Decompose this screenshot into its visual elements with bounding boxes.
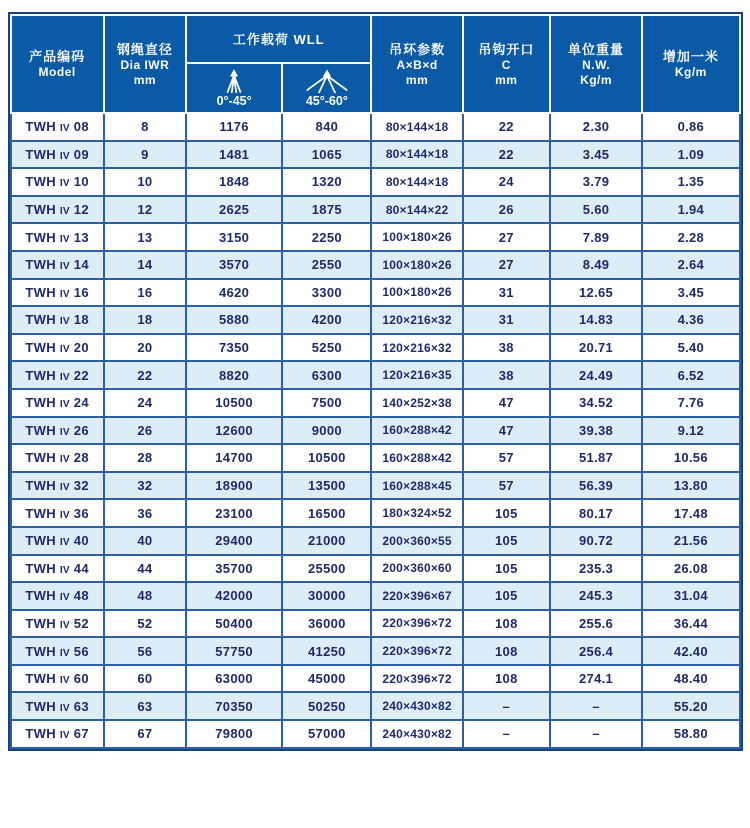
cell-hook-opening: 22 bbox=[463, 113, 550, 141]
cell-ring-dims: 80×144×18 bbox=[371, 141, 462, 169]
header-model-en: Model bbox=[38, 65, 76, 79]
cell-extra-meter: 3.45 bbox=[642, 279, 739, 307]
header-hook-zh: 吊钩开口 bbox=[478, 41, 535, 57]
cell-ring-dims: 200×360×55 bbox=[371, 527, 462, 555]
cell-wll-0-45: 2625 bbox=[186, 196, 282, 224]
cell-extra-meter: 5.40 bbox=[642, 334, 739, 362]
specification-table bbox=[10, 14, 741, 749]
cell-unit-weight: 274.1 bbox=[550, 665, 642, 693]
cell-wll-0-45: 10500 bbox=[186, 389, 282, 417]
cell-model: TWH IV 28 bbox=[11, 444, 104, 472]
cell-dia: 16 bbox=[104, 279, 186, 307]
cell-hook-opening: 57 bbox=[463, 472, 550, 500]
cell-model: TWH IV 44 bbox=[11, 555, 104, 583]
cell-ring-dims: 220×396×67 bbox=[371, 582, 462, 610]
cell-hook-opening: 105 bbox=[463, 499, 550, 527]
header-extra-en: Kg/m bbox=[674, 65, 707, 79]
cell-model: TWH IV 08 bbox=[11, 113, 104, 141]
cell-extra-meter: 7.76 bbox=[642, 389, 739, 417]
header-weight-unit: Kg/m bbox=[580, 72, 613, 87]
table-row bbox=[11, 223, 740, 251]
cell-unit-weight: 5.60 bbox=[550, 196, 642, 224]
cell-wll-45-60: 1320 bbox=[282, 168, 371, 196]
cell-unit-weight: 2.30 bbox=[550, 113, 642, 141]
header-weight-en: N.W. bbox=[582, 57, 611, 72]
header-wll-title: 工作载荷 WLL bbox=[232, 31, 325, 47]
cell-hook-opening: 108 bbox=[463, 637, 550, 665]
cell-wll-0-45: 14700 bbox=[186, 444, 282, 472]
cell-unit-weight: 245.3 bbox=[550, 582, 642, 610]
cell-wll-0-45: 1481 bbox=[186, 141, 282, 169]
cell-dia: 14 bbox=[104, 251, 186, 279]
cell-wll-0-45: 12600 bbox=[186, 417, 282, 445]
cell-wll-45-60: 840 bbox=[282, 113, 371, 141]
table-row bbox=[11, 417, 740, 445]
table-row bbox=[11, 720, 740, 748]
cell-wll-45-60: 50250 bbox=[282, 692, 371, 720]
cell-dia: 10 bbox=[104, 168, 186, 196]
cell-wll-45-60: 36000 bbox=[282, 610, 371, 638]
cell-hook-opening: 108 bbox=[463, 665, 550, 693]
cell-dia: 67 bbox=[104, 720, 186, 748]
cell-dia: 13 bbox=[104, 223, 186, 251]
cell-model: TWH IV 22 bbox=[11, 361, 104, 389]
cell-unit-weight: – bbox=[550, 720, 642, 748]
cell-extra-meter: 4.36 bbox=[642, 306, 739, 334]
cell-ring-dims: 220×396×72 bbox=[371, 610, 462, 638]
cell-model: TWH IV 67 bbox=[11, 720, 104, 748]
cell-ring-dims: 200×360×60 bbox=[371, 555, 462, 583]
cell-dia: 48 bbox=[104, 582, 186, 610]
cell-extra-meter: 2.28 bbox=[642, 223, 739, 251]
cell-hook-opening: 105 bbox=[463, 555, 550, 583]
cell-ring-dims: 80×144×18 bbox=[371, 168, 462, 196]
cell-hook-opening: 105 bbox=[463, 582, 550, 610]
cell-wll-0-45: 3150 bbox=[186, 223, 282, 251]
cell-unit-weight: 80.17 bbox=[550, 499, 642, 527]
header-ring-en: A×B×d bbox=[396, 57, 438, 72]
cell-wll-0-45: 79800 bbox=[186, 720, 282, 748]
cell-hook-opening: 22 bbox=[463, 141, 550, 169]
cell-extra-meter: 2.64 bbox=[642, 251, 739, 279]
cell-wll-0-45: 70350 bbox=[186, 692, 282, 720]
header-weight-zh: 单位重量 bbox=[568, 41, 625, 57]
cell-hook-opening: – bbox=[463, 692, 550, 720]
cell-dia: 28 bbox=[104, 444, 186, 472]
cell-model: TWH IV 36 bbox=[11, 499, 104, 527]
cell-wll-45-60: 25500 bbox=[282, 555, 371, 583]
cell-model: TWH IV 12 bbox=[11, 196, 104, 224]
cell-wll-45-60: 57000 bbox=[282, 720, 371, 748]
table-row bbox=[11, 279, 740, 307]
cell-wll-45-60: 4200 bbox=[282, 306, 371, 334]
cell-wll-0-45: 23100 bbox=[186, 499, 282, 527]
cell-ring-dims: 160×288×45 bbox=[371, 472, 462, 500]
cell-ring-dims: 80×144×18 bbox=[371, 113, 462, 141]
cell-hook-opening: 47 bbox=[463, 417, 550, 445]
header-hook-opening bbox=[463, 15, 550, 113]
cell-model: TWH IV 40 bbox=[11, 527, 104, 555]
header-dia bbox=[104, 15, 186, 113]
header-unit-weight bbox=[550, 15, 642, 113]
cell-dia: 60 bbox=[104, 665, 186, 693]
cell-model: TWH IV 18 bbox=[11, 306, 104, 334]
table-row bbox=[11, 665, 740, 693]
cell-wll-0-45: 8820 bbox=[186, 361, 282, 389]
cell-extra-meter: 36.44 bbox=[642, 610, 739, 638]
cell-unit-weight: 235.3 bbox=[550, 555, 642, 583]
cell-ring-dims: 80×144×22 bbox=[371, 196, 462, 224]
cell-extra-meter: 48.40 bbox=[642, 665, 739, 693]
cell-unit-weight: 51.87 bbox=[550, 444, 642, 472]
cell-wll-45-60: 5250 bbox=[282, 334, 371, 362]
cell-dia: 8 bbox=[104, 113, 186, 141]
header-dia-en: Dia IWR bbox=[120, 57, 170, 72]
cell-ring-dims: 100×180×26 bbox=[371, 279, 462, 307]
cell-extra-meter: 42.40 bbox=[642, 637, 739, 665]
cell-ring-dims: 120×216×32 bbox=[371, 306, 462, 334]
table-row bbox=[11, 168, 740, 196]
wll-angle-label-narrow: 0°-45° bbox=[216, 94, 252, 108]
cell-wll-45-60: 13500 bbox=[282, 472, 371, 500]
cell-extra-meter: 10.56 bbox=[642, 444, 739, 472]
cell-wll-0-45: 42000 bbox=[186, 582, 282, 610]
cell-wll-45-60: 2550 bbox=[282, 251, 371, 279]
cell-wll-45-60: 45000 bbox=[282, 665, 371, 693]
cell-dia: 9 bbox=[104, 141, 186, 169]
cell-unit-weight: 12.65 bbox=[550, 279, 642, 307]
header-hook-unit: mm bbox=[495, 72, 518, 87]
cell-dia: 20 bbox=[104, 334, 186, 362]
table-body bbox=[11, 113, 740, 748]
cell-wll-45-60: 1875 bbox=[282, 196, 371, 224]
cell-extra-meter: 0.86 bbox=[642, 113, 739, 141]
cell-extra-meter: 31.04 bbox=[642, 582, 739, 610]
table-row bbox=[11, 141, 740, 169]
cell-extra-meter: 9.12 bbox=[642, 417, 739, 445]
cell-wll-45-60: 30000 bbox=[282, 582, 371, 610]
header-dia-zh: 钢绳直径 bbox=[116, 41, 173, 57]
cell-wll-45-60: 10500 bbox=[282, 444, 371, 472]
cell-wll-45-60: 16500 bbox=[282, 499, 371, 527]
cell-dia: 22 bbox=[104, 361, 186, 389]
cell-extra-meter: 13.80 bbox=[642, 472, 739, 500]
cell-hook-opening: 27 bbox=[463, 251, 550, 279]
cell-hook-opening: 27 bbox=[463, 223, 550, 251]
cell-model: TWH IV 48 bbox=[11, 582, 104, 610]
cell-model: TWH IV 32 bbox=[11, 472, 104, 500]
cell-ring-dims: 220×396×72 bbox=[371, 665, 462, 693]
cell-wll-0-45: 7350 bbox=[186, 334, 282, 362]
table-row bbox=[11, 582, 740, 610]
table-row bbox=[11, 113, 740, 141]
cell-hook-opening: 26 bbox=[463, 196, 550, 224]
header-extra-meter bbox=[642, 15, 739, 113]
cell-ring-dims: 100×180×26 bbox=[371, 251, 462, 279]
cell-ring-dims: 160×288×42 bbox=[371, 444, 462, 472]
cell-unit-weight: 14.83 bbox=[550, 306, 642, 334]
cell-hook-opening: – bbox=[463, 720, 550, 748]
cell-ring-dims: 120×216×32 bbox=[371, 334, 462, 362]
table-row bbox=[11, 196, 740, 224]
cell-ring-dims: 120×216×35 bbox=[371, 361, 462, 389]
cell-ring-dims: 220×396×72 bbox=[371, 637, 462, 665]
cell-dia: 24 bbox=[104, 389, 186, 417]
table-row bbox=[11, 637, 740, 665]
cell-extra-meter: 1.35 bbox=[642, 168, 739, 196]
wll-angle-label-wide: 45°-60° bbox=[305, 94, 348, 108]
cell-dia: 63 bbox=[104, 692, 186, 720]
cell-model: TWH IV 60 bbox=[11, 665, 104, 693]
cell-wll-45-60: 1065 bbox=[282, 141, 371, 169]
cell-model: TWH IV 09 bbox=[11, 141, 104, 169]
cell-model: TWH IV 14 bbox=[11, 251, 104, 279]
cell-dia: 44 bbox=[104, 555, 186, 583]
cell-extra-meter: 55.20 bbox=[642, 692, 739, 720]
cell-ring-dims: 140×252×38 bbox=[371, 389, 462, 417]
cell-unit-weight: 255.6 bbox=[550, 610, 642, 638]
table-row bbox=[11, 692, 740, 720]
cell-model: TWH IV 16 bbox=[11, 279, 104, 307]
cell-unit-weight: 256.4 bbox=[550, 637, 642, 665]
header-ring-params bbox=[371, 15, 462, 113]
cell-extra-meter: 17.48 bbox=[642, 499, 739, 527]
cell-extra-meter: 1.94 bbox=[642, 196, 739, 224]
cell-hook-opening: 31 bbox=[463, 279, 550, 307]
cell-unit-weight: 3.45 bbox=[550, 141, 642, 169]
header-model-zh: 产品编码 bbox=[29, 49, 86, 64]
sling-angle-narrow-icon bbox=[187, 69, 281, 93]
table-row bbox=[11, 334, 740, 362]
table-row bbox=[11, 472, 740, 500]
cell-unit-weight: 24.49 bbox=[550, 361, 642, 389]
cell-unit-weight: 90.72 bbox=[550, 527, 642, 555]
cell-wll-0-45: 29400 bbox=[186, 527, 282, 555]
specification-table-container bbox=[8, 12, 743, 751]
cell-wll-0-45: 57750 bbox=[186, 637, 282, 665]
table-header bbox=[11, 15, 740, 113]
cell-wll-0-45: 63000 bbox=[186, 665, 282, 693]
cell-wll-0-45: 1176 bbox=[186, 113, 282, 141]
cell-unit-weight: 7.89 bbox=[550, 223, 642, 251]
table-row bbox=[11, 610, 740, 638]
header-hook-en: C bbox=[501, 57, 511, 72]
cell-wll-0-45: 1848 bbox=[186, 168, 282, 196]
sling-angle-wide-icon bbox=[283, 69, 370, 93]
cell-wll-0-45: 5880 bbox=[186, 306, 282, 334]
cell-model: TWH IV 13 bbox=[11, 223, 104, 251]
cell-model: TWH IV 20 bbox=[11, 334, 104, 362]
cell-wll-45-60: 9000 bbox=[282, 417, 371, 445]
cell-wll-0-45: 3570 bbox=[186, 251, 282, 279]
cell-model: TWH IV 10 bbox=[11, 168, 104, 196]
table-row bbox=[11, 527, 740, 555]
cell-wll-45-60: 7500 bbox=[282, 389, 371, 417]
cell-model: TWH IV 26 bbox=[11, 417, 104, 445]
table-row bbox=[11, 499, 740, 527]
header-dia-unit: mm bbox=[133, 72, 157, 87]
cell-wll-0-45: 18900 bbox=[186, 472, 282, 500]
cell-unit-weight: 3.79 bbox=[550, 168, 642, 196]
cell-wll-45-60: 3300 bbox=[282, 279, 371, 307]
cell-wll-45-60: 6300 bbox=[282, 361, 371, 389]
table-row bbox=[11, 361, 740, 389]
table-row bbox=[11, 306, 740, 334]
header-model bbox=[11, 15, 104, 113]
cell-ring-dims: 180×324×52 bbox=[371, 499, 462, 527]
cell-dia: 36 bbox=[104, 499, 186, 527]
table-row bbox=[11, 444, 740, 472]
cell-dia: 12 bbox=[104, 196, 186, 224]
cell-wll-0-45: 50400 bbox=[186, 610, 282, 638]
cell-unit-weight: 39.38 bbox=[550, 417, 642, 445]
cell-wll-45-60: 2250 bbox=[282, 223, 371, 251]
cell-dia: 56 bbox=[104, 637, 186, 665]
cell-unit-weight: 34.52 bbox=[550, 389, 642, 417]
table-row bbox=[11, 251, 740, 279]
cell-dia: 18 bbox=[104, 306, 186, 334]
cell-ring-dims: 240×430×82 bbox=[371, 720, 462, 748]
header-wll-0-45 bbox=[186, 63, 282, 113]
cell-unit-weight: – bbox=[550, 692, 642, 720]
cell-hook-opening: 47 bbox=[463, 389, 550, 417]
cell-model: TWH IV 52 bbox=[11, 610, 104, 638]
cell-wll-45-60: 21000 bbox=[282, 527, 371, 555]
table-row bbox=[11, 555, 740, 583]
cell-ring-dims: 240×430×82 bbox=[371, 692, 462, 720]
cell-hook-opening: 105 bbox=[463, 527, 550, 555]
cell-wll-0-45: 35700 bbox=[186, 555, 282, 583]
table-row bbox=[11, 389, 740, 417]
cell-extra-meter: 6.52 bbox=[642, 361, 739, 389]
cell-hook-opening: 38 bbox=[463, 334, 550, 362]
cell-wll-0-45: 4620 bbox=[186, 279, 282, 307]
cell-dia: 26 bbox=[104, 417, 186, 445]
cell-unit-weight: 20.71 bbox=[550, 334, 642, 362]
cell-model: TWH IV 63 bbox=[11, 692, 104, 720]
cell-hook-opening: 38 bbox=[463, 361, 550, 389]
header-extra-zh: 增加一米 bbox=[662, 49, 719, 64]
cell-unit-weight: 56.39 bbox=[550, 472, 642, 500]
cell-wll-45-60: 41250 bbox=[282, 637, 371, 665]
cell-ring-dims: 100×180×26 bbox=[371, 223, 462, 251]
cell-hook-opening: 31 bbox=[463, 306, 550, 334]
cell-unit-weight: 8.49 bbox=[550, 251, 642, 279]
header-ring-unit: mm bbox=[405, 72, 429, 87]
header-ring-zh: 吊环参数 bbox=[389, 41, 446, 57]
cell-ring-dims: 160×288×42 bbox=[371, 417, 462, 445]
cell-dia: 52 bbox=[104, 610, 186, 638]
cell-extra-meter: 21.56 bbox=[642, 527, 739, 555]
cell-extra-meter: 1.09 bbox=[642, 141, 739, 169]
cell-model: TWH IV 56 bbox=[11, 637, 104, 665]
cell-hook-opening: 24 bbox=[463, 168, 550, 196]
cell-extra-meter: 58.80 bbox=[642, 720, 739, 748]
cell-model: TWH IV 24 bbox=[11, 389, 104, 417]
cell-hook-opening: 57 bbox=[463, 444, 550, 472]
header-wll-45-60 bbox=[282, 63, 371, 113]
header-wll-group bbox=[186, 15, 372, 63]
cell-hook-opening: 108 bbox=[463, 610, 550, 638]
cell-dia: 32 bbox=[104, 472, 186, 500]
cell-extra-meter: 26.08 bbox=[642, 555, 739, 583]
cell-dia: 40 bbox=[104, 527, 186, 555]
